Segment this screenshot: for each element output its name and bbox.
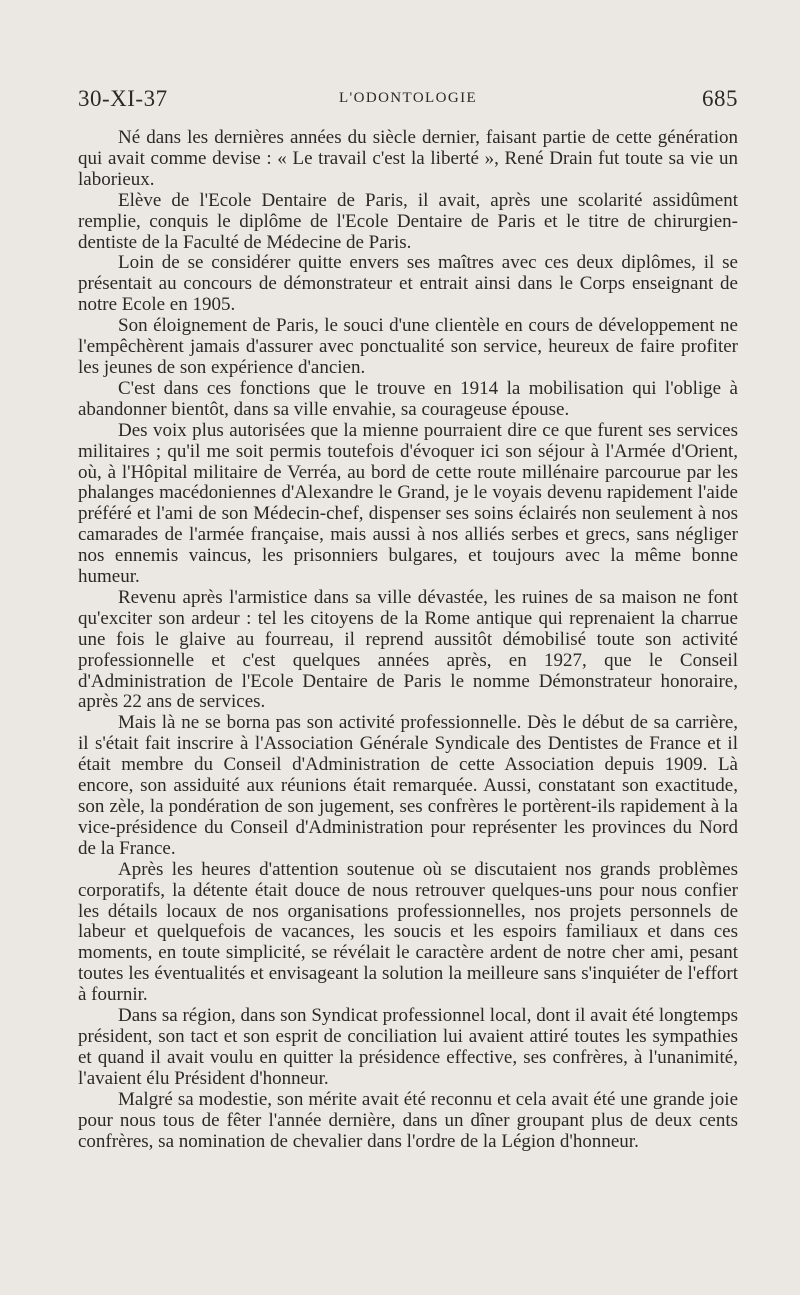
issue-date: 30-XI-37 <box>78 86 168 111</box>
paragraph: Revenu après l'armistice dans sa ville dévastée, les ruines de sa maison ne font qu'exciter son ardeur : tel les citoyens de la Rome antique qui reprenaient la charrue une fois le glaive au fourreau, il reprend aussitôt démobilisé toute son activité professionnelle et c'est quelques années après, en 1927, que le Conseil d'Administration de l'Ecole Dentaire de Paris le nomme Démonstrateur honoraire, après 22 ans de services. <box>78 586 738 713</box>
paragraph: C'est dans ces fonctions que le trouve en 1914 la mobilisation qui l'oblige à abandonner bientôt, dans sa ville envahie, sa courageuse épouse. <box>78 377 738 420</box>
paragraph: Après les heures d'attention soutenue où se discutaient nos grands problèmes corporatifs, la détente était douce de nous retrouver quelques-uns pour nous confier les détails locaux de nos organisations professionnelles, nos projets personnels de labeur et quelquefois de vacances, les soucis et les espoirs familiaux et dans ces moments, en toute simplicité, se révélait le caractère ardent de notre cher ami, pesant toutes les éventualités et envisageant la solution la meilleure sans s'inquiéter de l'effort à fournir. <box>78 858 738 1006</box>
article-body <box>78 128 738 1152</box>
paragraph: Son éloignement de Paris, le souci d'une clientèle en cours de développement ne l'empêchèrent jamais d'assurer avec ponctualité son service, heureux de faire profiter les jeunes de son expérience d'ancien. <box>78 315 738 378</box>
journal-title: L'ODONTOLOGIE <box>338 90 478 106</box>
paragraph: Elève de l'Ecole Dentaire de Paris, il avait, après une scolarité assidûment remplie, conquis le diplôme de l'Ecole Dentaire de Paris et le titre de chirurgien-dentiste de la Faculté de Médecine de Paris. <box>78 189 738 253</box>
paragraph: Mais là ne se borna pas son activité professionnelle. Dès le début de sa carrière, il s'était fait inscrire à l'Association Générale Syndicale des Dentistes de France et il était membre du Conseil d'Administration de cette Association depuis 1909. Là encore, son assiduité aux réunions était remarquée. Aussi, constatant son exactitude, son zèle, la pondération de son jugement, ses confrères le portèrent-ils rapidement à la vice-présidence du Conseil d'Administration pour représenter les provinces du Nord de la France. <box>78 712 738 859</box>
page-header <box>78 86 738 116</box>
paragraph: Malgré sa modestie, son mérite avait été reconnu et cela avait été une grande joie pour nous tous de fêter l'année dernière, dans un dîner groupant plus de deux cents confrères, sa nomination de chevalier dans l'ordre de la Légion d'honneur. <box>78 1088 738 1152</box>
paragraph: Des voix plus autorisées que la mienne pourraient dire ce que furent ses services militaires ; qu'il me soit permis toutefois d'évoquer ici son séjour à l'Armée d'Orient, où, à l'Hôpital militaire de Verréa, au bord de cette route millénaire parcourue par les phalanges macédoniennes d'Alexandre le Grand, je le voyais devenu rapidement l'aide préféré et l'ami de son Médecin-chef, dispenser ses soins éclairés non seulement à nos camarades de l'armée française, mais aussi à nos alliés serbes et grecs, sans négliger nos ennemis vaincus, les prisonniers bulgares, et toujours avec la même bonne humeur. <box>78 419 738 588</box>
paragraph: Né dans les dernières années du siècle dernier, faisant partie de cette génération qui avait comme devise : « Le travail c'est la liberté », René Drain fut toute sa vie un laborieux. <box>78 127 738 190</box>
paragraph: Loin de se considérer quitte envers ses maîtres avec ces deux diplômes, il se présentait au concours de démonstrateur et entrait ainsi dans le Corps enseignant de notre Ecole en 1905. <box>78 252 738 316</box>
paragraph: Dans sa région, dans son Syndicat professionnel local, dont il avait été longtemps président, son tact et son esprit de conciliation lui avaient attiré toutes les sympathies et quand il avait voulu en quitter la présidence effective, ses confrères, à l'unanimité, l'avaient élu Président d'honneur. <box>78 1005 738 1089</box>
page-number: 685 <box>702 86 738 111</box>
